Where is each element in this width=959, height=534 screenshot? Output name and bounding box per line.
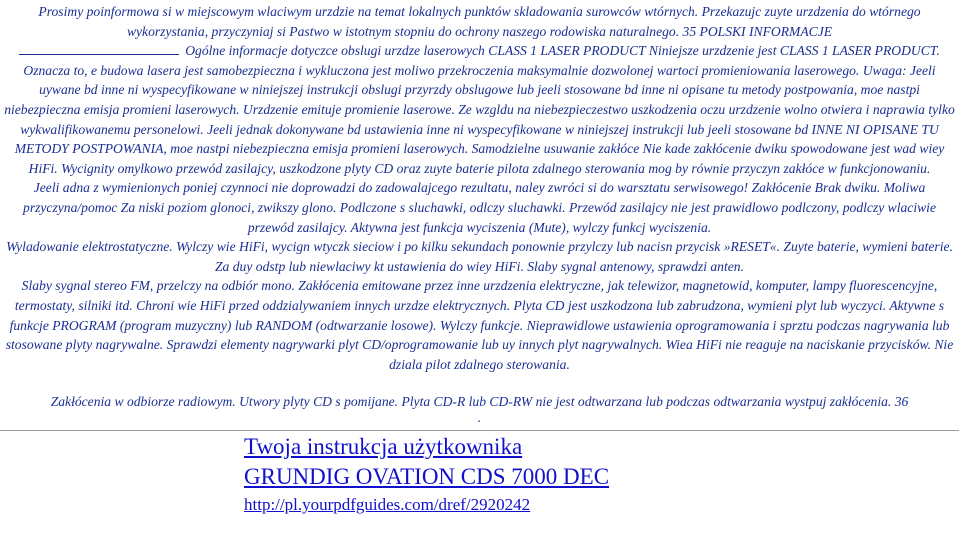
product-name-link[interactable]: GRUNDIG OVATION CDS 7000 DEC xyxy=(244,464,610,489)
footer xyxy=(244,432,944,518)
download-url-link[interactable]: http://pl.yourpdfguides.com/dref/2920242 xyxy=(244,495,531,514)
paragraph-radio-issues: Zakłócenia w odbiorze radiowym. Utwory plyty CD s pomijane. Plyta CD-R lub CD-RW nie jest odtwarzana lub podczas odtwarzania wystpuj zakłócenia. 36 xyxy=(50,394,909,410)
paragraph-troubleshooting-1: Jeeli adna z wymienionych poniej czynnoci nie doprowadzi do zadowalajcego rezultatu, naley zwróci si do warsztatu serwisowego! Zakłócenie Brak dwiku. Moliwa przyczyna/pomoc Za niski poziom glonoci, zwikszy glono. Podlczone s sluchawki, odlczy sluchawki. Przewód zasilajcy nie jest prawidlowo podlczony, podlczy wlaciwie przewód zasilajcy. Aktywna jest funkcja wyciszenia (Mute), wylczy funkcj wyciszenia. xyxy=(23,180,936,235)
heading-rule xyxy=(19,44,179,55)
trailing-dot: . xyxy=(477,409,482,425)
paragraph-gap xyxy=(4,374,955,392)
paragraph-troubleshooting-2: Wyladowanie elektrostatyczne. Wylczy wie HiFi, wycign wtyczk sieciow i po kilku sekundach ponownie przylczy lub nacisn przycisk »RESET«. Zuyte baterie, wymieni baterie. Za duy odstp lub niewlaciwy kt ustawienia do wiey HiFi. Slaby sygnal antenowy, sprawdzi anten. xyxy=(6,239,953,274)
document-body xyxy=(4,2,955,424)
paragraph-troubleshooting-3: Slaby sygnal stereo FM, przelczy na odbiór mono. Zakłócenia emitowane przez inne urzdzenia elektryczne, jak telewizor, magnetowid, komputer, lampy fluorescencyjne, termostaty, silniki itd. Chroni wie HiFi przed oddzialywaniem innych urzdze elektrycznych. Plyta CD jest uszkodzona lub zabrudzona, wymieni plyt lub wyczyci. Aktywne s funkcje PROGRAM (program muzyczny) lub RANDOM (odtwarzanie losowe). Wylczy funkcje. Nieprawidlowe ustawienia oprogramowania i sprztu podczas nagrywania lub stosowane plyty nagrywalne. Sprawdzi elementy nagrywarki plyt CD/oprogramowanie lub uy innych plyt nagrywalnych. Wiea HiFi nie reaguje na naciskanie przycisków. Nie dziala pilot zdalnego sterowania. xyxy=(5,278,954,372)
footer-divider xyxy=(0,430,959,431)
manual-link-title[interactable]: Twoja instrukcja użytkownika xyxy=(244,434,523,459)
paragraph-recycling: Prosimy poinformowa si w miejscowym wlaciwym urzdzie na temat lokalnych punktów skladowania surowców wtórnych. Przekazujc zuyte urzdzenia do wtórnego wykorzystania, przyczyniaj si Pastwo w istotnym stopniu do ochrony naszego rodowiska naturalnego. 35 POLSKI INFORMACJE xyxy=(38,4,921,39)
paragraph-laser-info xyxy=(4,41,955,178)
paragraph-laser-text: Ogólne informacje dotyczce obslugi urzdze laserowych CLASS 1 LASER PRODUCT Niniejsze urzdzenie jest CLASS 1 LASER PRODUCT. Oznacza to, e budowa lasera jest samobezpieczna i wykluczona jest moliwo przekroczenia maksymalnie dozwolonej wartoci promieniowania laserowego. Uwaga: Jeeli uywane bd inne ni wyspecyfikowane w niniejszej instrukcji obslugi przyrzdy obslugowe lub jeeli stosowane bd inne ni opisane tu metody postpowania, moe nastpi niebezpieczna emisja promieni laserowych. Urzdzenie emituje promienie laserowe. Ze wzgldu na niebezpieczestwo uszkodzenia oczu urzdzenie wolno otwiera i naprawia tylko wykwalifikowanemu personelowi. Jeeli jednak dokonywane bd ustawienia inne ni wyspecyfikowane w niniejszej instrukcji lub jeeli stosowane bd INNE NI OPISANE TU METODY POSTPOWANIA, moe nastpi niebezpieczna emisja promieni laserowych. Samodzielne usuwanie zakłóce Nie kade zakłócenie dwiku spowodowane jest wad wiey HiFi. Wycignity omylkowo przewód zasilajcy, uszkodzone plyty CD oraz zuyte baterie pilota zdalnego sterowania mog by równie przyczyn zakłóce w funkcjonowaniu. xyxy=(4,43,955,176)
